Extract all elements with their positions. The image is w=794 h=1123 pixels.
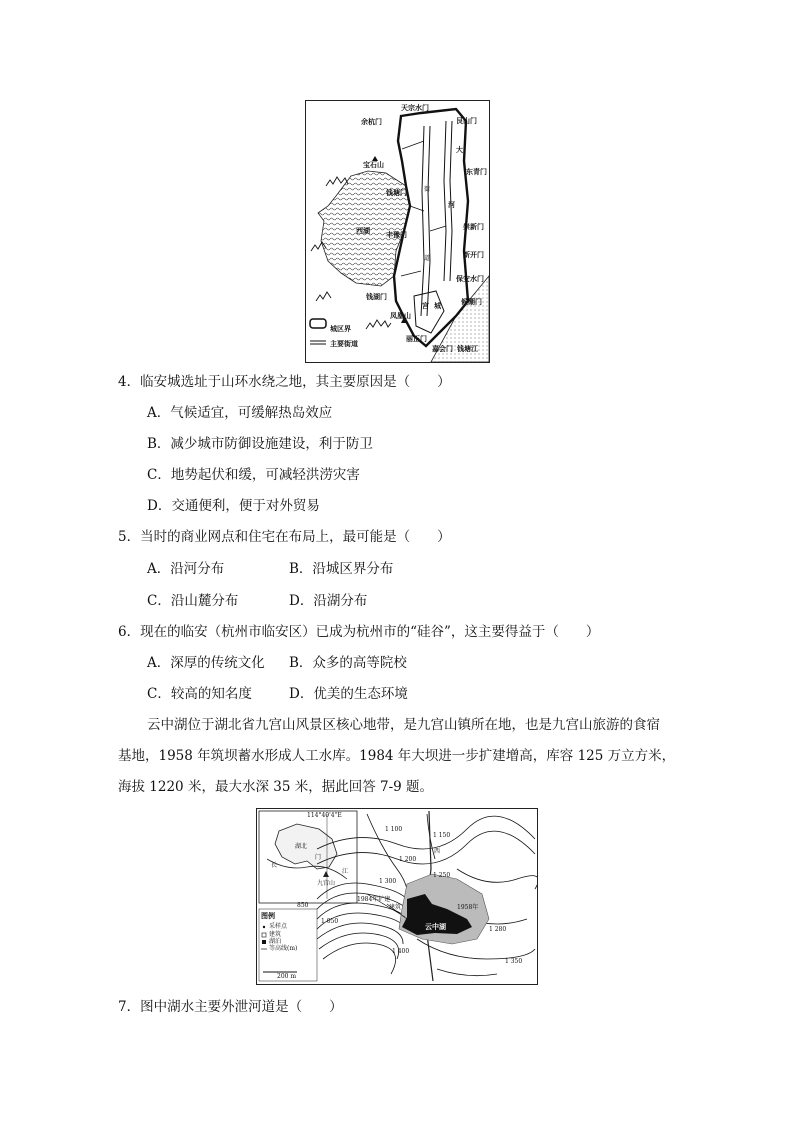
question-5-option-d: D．沿湖分布 (289, 593, 368, 609)
map-label: 建筑 (389, 904, 402, 911)
contour-label: 1 400 (392, 948, 410, 955)
map-label: 崇新门 (463, 222, 484, 231)
contour-label: 1 250 (433, 872, 451, 879)
map-label: 城区界 (330, 324, 351, 333)
map-label: 1958年 (457, 904, 479, 911)
question-4-option-a: A．气候适宜，可缓解热岛效应 (147, 405, 333, 421)
passage-line: 云中湖位于湖北省九宫山风景区核心地带，是九宫山镇所在地，也是九宫山旅游的食宿 (147, 717, 660, 733)
legend-item: 等高线(m) (269, 945, 298, 952)
map-label: 西湖 (356, 226, 370, 235)
map-label: 丽正门 (406, 334, 427, 343)
map-label: 街 (424, 186, 431, 193)
map-label: 长 (271, 862, 278, 869)
map-label: 门 (315, 854, 322, 861)
map-label: 嘉会门 (432, 344, 453, 353)
question-7-stem: 7．图中湖水主要外泄河道是（ ） (118, 999, 343, 1015)
passage-line: 海拔 1220 米，最大水深 35 米，据此回答 7-9 题。 (118, 779, 434, 795)
passage-line: 基地，1958 年筑坝蓄水形成人工水库。1984 年大坝进一步扩建增高，库容 125 万立方米， (118, 748, 676, 764)
map-label: 江 (342, 868, 349, 875)
yunzhong-lake-map (256, 808, 538, 985)
question-6-option-d: D．优美的生态环境 (289, 686, 408, 702)
map-label: 艮山门 (456, 116, 477, 125)
map-label: 城 (434, 301, 441, 310)
question-6-option-a: A．深厚的传统文化 (147, 655, 265, 671)
map-label: 新开门 (463, 250, 484, 259)
legend-street-symbol (310, 341, 326, 344)
contour-label: 1 150 (433, 832, 451, 839)
question-5-option-b: B．沿城区界分布 (289, 561, 394, 577)
map-label: 宝石山 (363, 160, 384, 169)
contour-label: 1 200 (399, 856, 417, 863)
legend-boundary-symbol (310, 319, 326, 328)
legend-item: 湖泊 (269, 938, 282, 945)
map-label: 道 (424, 255, 431, 262)
question-4-option-b: B．减少城市防御设施建设，利于防卫 (147, 436, 373, 452)
map-label: 东青门 (466, 167, 487, 176)
map-label: 宫 (422, 301, 429, 310)
question-6-option-b: B．众多的高等院校 (289, 655, 407, 671)
map-label: 余杭门 (361, 117, 382, 126)
contour-label: 850 (297, 902, 309, 909)
map-label: 钱湖门 (366, 292, 387, 301)
palace-city (414, 291, 444, 333)
question-5-option-a: A．沿河分布 (147, 561, 225, 577)
map-label: 主要街道 (330, 339, 358, 348)
map-label: 湖北 (295, 843, 308, 850)
lin-an-city-map (305, 100, 490, 363)
grand-canal (444, 121, 446, 281)
question-6-stem: 6．现在的临安（杭州市临安区）已成为杭州市的“硅谷”，这主要得益于（ ） (118, 624, 600, 640)
map-label: 凤凰山 (390, 311, 411, 320)
map-label: 西 (434, 848, 441, 855)
legend-item: 采样点 (269, 923, 288, 930)
contour-label: 1 300 (379, 878, 397, 885)
legend-title: 图例 (261, 911, 275, 920)
map-label: 河 (448, 200, 455, 209)
imperial-street (421, 126, 424, 316)
question-4-stem: 4．临安城选址于山环水绕之地，其主要原因是（ ） (118, 374, 451, 390)
map-label: 候潮门 (461, 297, 482, 306)
map-label: 保安水门 (456, 274, 484, 283)
contour-label: 1 350 (505, 958, 523, 965)
question-6-option-c: C．较高的知名度 (147, 686, 252, 702)
question-4-option-c: C．地势起伏和缓，可减轻洪涝灾害 (147, 467, 360, 483)
question-4-option-d: D．交通便利，便于对外贸易 (147, 498, 320, 514)
scale-label: 200 m (277, 973, 297, 980)
map-label: 钱塘江 (457, 344, 478, 353)
contour-label: 1 100 (385, 826, 403, 833)
map-label: 钱塘门 (386, 188, 407, 197)
lake-label: 云中湖 (425, 922, 446, 931)
legend-item: 建筑 (269, 931, 282, 938)
map-label: 114°40'4"E (307, 812, 342, 819)
yunzhong-lake-map-drawing (257, 809, 537, 984)
map-label: 丰豫门 (386, 230, 407, 239)
contour-label: 1 280 (489, 926, 507, 933)
contour-label: 1 050 (321, 918, 339, 925)
question-5-option-c: C．沿山麓分布 (147, 593, 239, 609)
fenghuangshan-mountain (366, 320, 391, 329)
map-label: 九宫山 (317, 880, 336, 887)
map-label: 天宗水门 (401, 103, 429, 112)
question-5-stem: 5．当时的商业网点和住宅在布局上，最可能是（ ） (118, 529, 451, 545)
map-label: 1984年扩建 (357, 896, 391, 903)
map-label: 大 (456, 145, 463, 154)
